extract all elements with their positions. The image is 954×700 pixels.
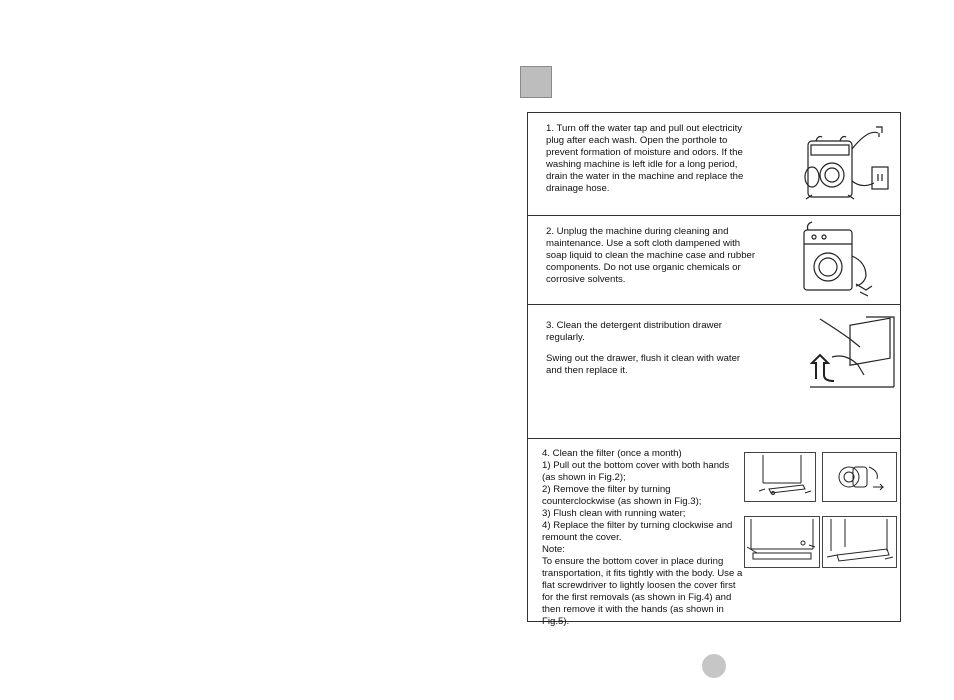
step-4-line-3: 2) Remove the filter by turning counterclockwise (as shown in Fig.3); [542,484,702,508]
detergent-drawer-illustration [806,313,896,393]
step-4-line-4: 3) Flush clean with running water; [542,508,686,519]
step-4-line-1: 4. Clean the filter (once a month) [542,448,682,459]
fig5-cover-removal-illustration [822,516,897,568]
step-4-note-text: To ensure the bottom cover in place during transportation, it fits tightly with the body. Use a flat screwdriver to lightly loosen the cover first for the first removals (as shown in Fig.4) and then remove it with the hands (as shown in Fig.5). [542,556,743,628]
fig2-bottom-cover-illustration [744,452,816,502]
step-1-text: 1. Turn off the water tap and pull out electricity plug after each wash. Open the porthole to prevent formation of moisture and odors. If the washing machine is left idle for a long period, drain the water in the machine and replace the drainage hose. [546,123,744,195]
washing-machine-cleaning-illustration [798,220,878,302]
step-2 [528,216,900,305]
step-4-note-label: Note: [542,544,565,555]
washing-machine-tap-plug-illustration [796,119,894,209]
step-3-text-2: Swing out the drawer, flush it clean with water and then replace it. [546,353,741,377]
fig3-filter-illustration [822,452,897,502]
step-3 [528,305,900,439]
page-number-badge [702,654,726,678]
step-3-text: 3. Clean the detergent distribution drawer regularly. [546,320,722,344]
step-4-line-2: 1) Pull out the bottom cover with both hands (as shown in Fig.2); [542,460,730,484]
step-4-line-5: 4) Replace the filter by turning clockwise and remount the cover. [542,520,733,544]
step-1 [528,113,900,216]
section-marker [520,66,552,98]
maintenance-panel [527,112,901,628]
fig4-screwdriver-illustration [744,516,820,568]
step-4 [528,439,900,628]
step-2-text: 2. Unplug the machine during cleaning and maintenance. Use a soft cloth dampened with soap liquid to clean the machine case and rubber components. Do not use organic chemicals or corrosive solvents. [546,226,756,286]
